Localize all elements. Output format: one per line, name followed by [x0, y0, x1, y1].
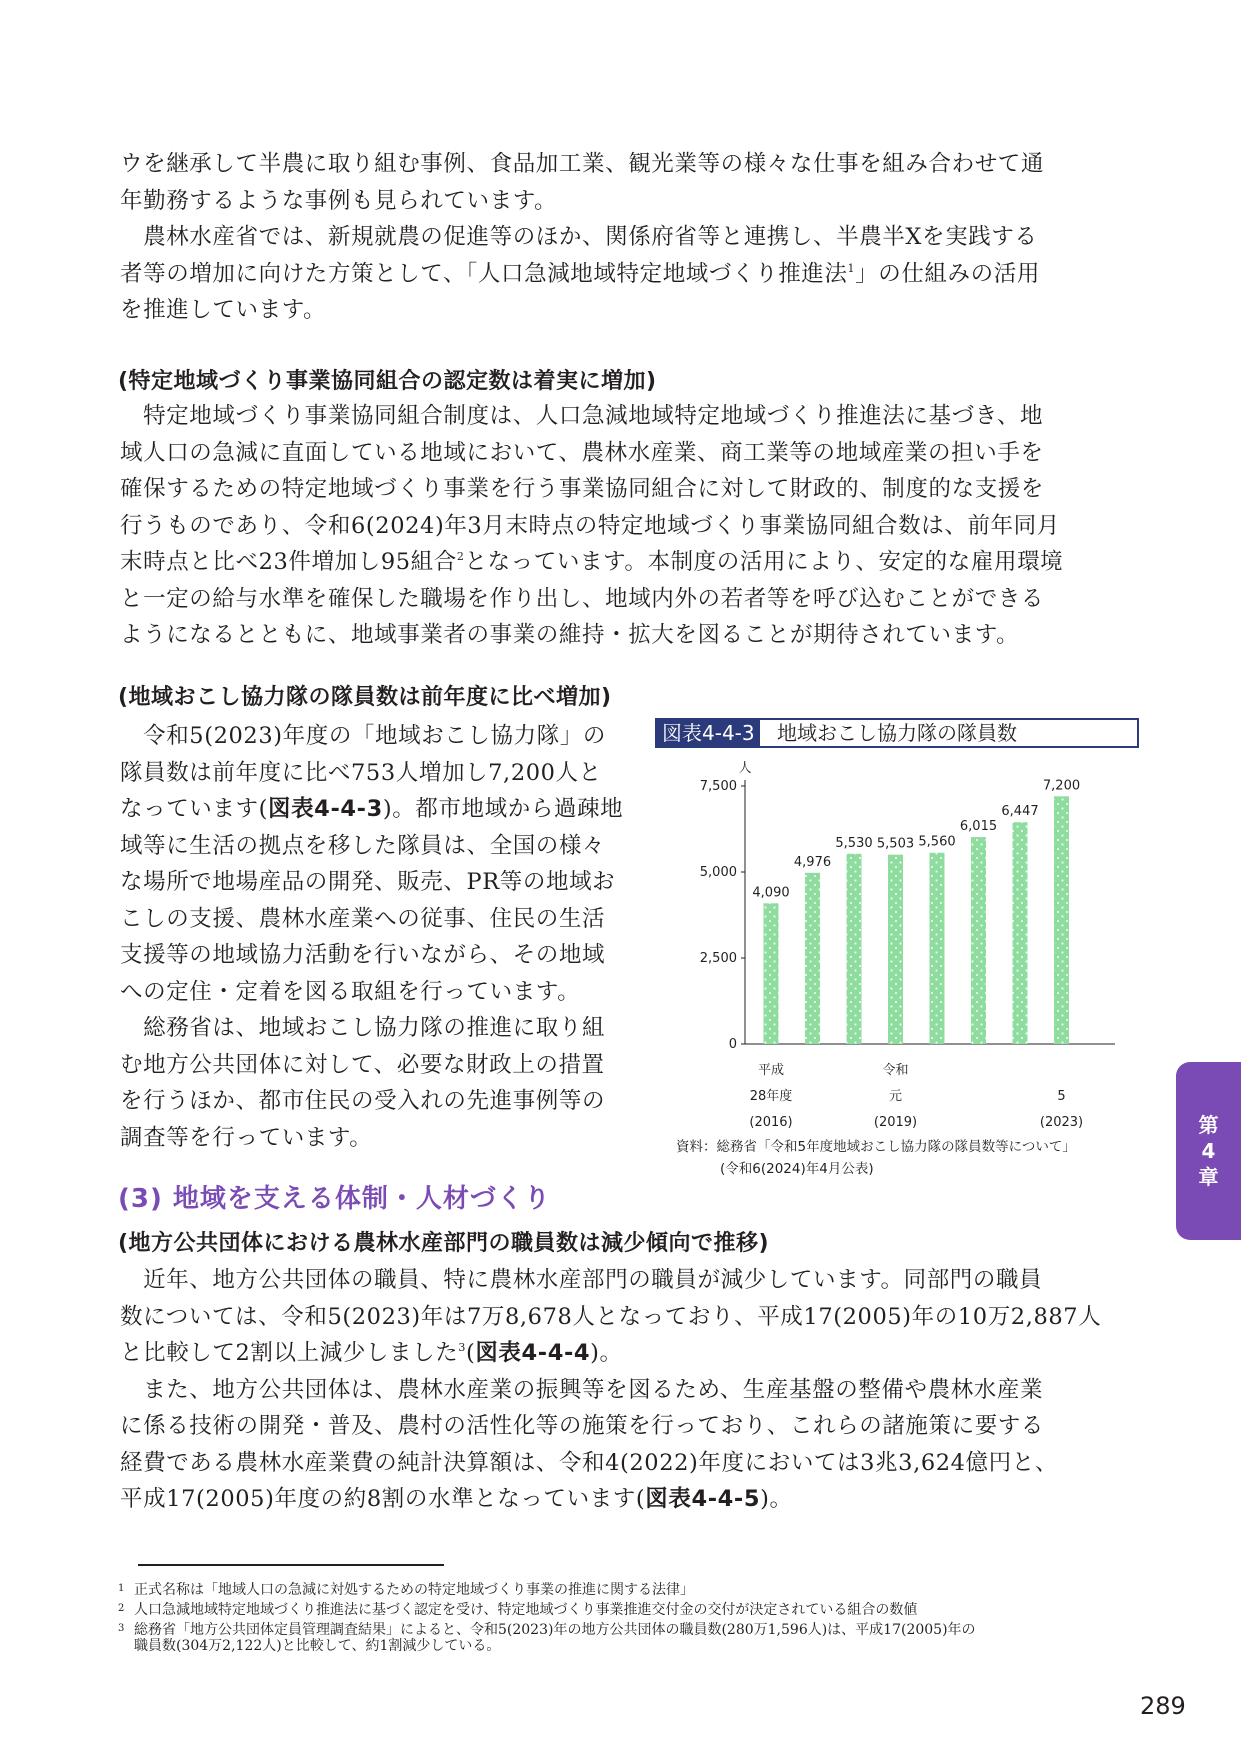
text-line: む地方公共団体に対して、必要な財政上の措置	[120, 1051, 605, 1078]
text-line: 行うものであり、令和6(2024)年3月末時点の特定地域づくり事業協同組合数は、前年同月	[120, 512, 1060, 539]
text-segment: 平成17(2005)年度の約8割の水準となっています(	[120, 1486, 646, 1512]
x-tick-label: (2016)	[749, 1115, 793, 1130]
data-label: 5,530	[835, 835, 873, 851]
section2-paragraph	[120, 718, 640, 1156]
footnote-text: 職員数(304万2,122人)と比較して、約1割減少している。	[134, 1638, 501, 1654]
figure-reference-link[interactable]: 図表4-4-4	[475, 1340, 591, 1366]
x-tick-label: 令和	[882, 1063, 909, 1078]
text-line: 支援等の地域協力活動を行いながら、その地域	[120, 942, 606, 968]
text-line: と一定の給与水準を確保した職場を作り出し、地域内外の若者等を呼び込むことができる	[120, 585, 1045, 612]
text-line: ようになるとともに、地域事業者の事業の維持・拡大を図ることが期待されています。	[120, 622, 1020, 648]
footnote-number: 1	[118, 1583, 125, 1594]
text-segment: (	[465, 1340, 476, 1366]
text-line: 年勤務するような事例も見られています。	[120, 187, 558, 214]
text-line: 近年、地方公共団体の職員、特に農林水産部門の職員が減少しています。同部門の職員	[120, 1267, 1043, 1293]
y-tick-label: 2,500	[699, 951, 737, 966]
text-line: 調査等を行っています。	[120, 1124, 373, 1151]
chapter-tab-label: 章	[1198, 1165, 1219, 1189]
text-line: への定住・定着を図る取組を行っています。	[120, 978, 581, 1005]
text-line: 域等に生活の拠点を移した隊員は、全国の様々	[120, 832, 606, 859]
footnote-marker: 2	[456, 550, 465, 563]
text-line: 総務省は、地域おこし協力隊の推進に取り組	[120, 1015, 606, 1041]
text-line	[120, 544, 1105, 581]
text-line: 農林水産省では、新規就農の促進等のほか、関係府省等と連携し、半農半Xを実践する	[120, 224, 1038, 250]
chart-figure-tag: 図表4-4-3	[657, 720, 760, 746]
data-label: 4,090	[752, 885, 790, 901]
bar	[888, 855, 903, 1044]
data-label: 6,447	[1001, 804, 1039, 820]
footnote-text: 正式名称は「地域人口の急減に対処するための特定地域づくり事業の推進に関する法律」	[134, 1582, 694, 1598]
text-line	[120, 791, 640, 828]
bar	[1013, 822, 1028, 1044]
footnote	[118, 1580, 694, 1599]
text-line: を行うほか、都市住民の受入れの先進事例等の	[120, 1088, 606, 1114]
x-tick-label: 28年度	[749, 1089, 793, 1104]
bar	[847, 854, 862, 1044]
footnote-text: 人口急減地域特定地域づくり推進法に基づく認定を受け、特定地域づくり事業推進交付金の交付が決定されている組合の数値	[134, 1602, 918, 1618]
bar	[971, 837, 986, 1044]
footnote-marker: 3	[458, 1341, 466, 1354]
section-heading: (地域おこし協力隊の隊員数は前年度に比べ増加)	[118, 685, 612, 710]
data-label: 6,015	[959, 819, 998, 835]
intro-paragraph	[120, 146, 1105, 329]
text-line: を推進しています。	[120, 297, 327, 323]
bar	[1054, 796, 1069, 1044]
section-heading: (地方公共団体における農林水産部門の職員数は減少傾向で推移)	[118, 1231, 770, 1256]
footnote-divider	[138, 1564, 444, 1566]
footnote	[118, 1638, 500, 1655]
footnote-text: 総務省「地方公共団体定員管理調査結果」によると、令和5(2023)年の地方公共団体の職員数(280万1,596人)は、平成17(2005)年の	[134, 1622, 976, 1638]
text-segment: なっています(	[120, 796, 268, 822]
footnote-number: 3	[118, 1623, 125, 1634]
figure-reference-link[interactable]: 図表4-4-5	[645, 1486, 761, 1512]
chapter-tab[interactable]	[1176, 1062, 1241, 1240]
footnote	[118, 1620, 976, 1639]
text-line: また、地方公共団体は、農林水産業の振興等を図るため、生産基盤の整備や農林水産業	[120, 1376, 1044, 1403]
y-tick-label: 7,500	[699, 779, 737, 794]
footnote	[118, 1600, 917, 1619]
x-tick-label: 平成	[757, 1063, 785, 1078]
text-line	[120, 1481, 1105, 1518]
text-segment: と比較して2割以上減少しました	[120, 1340, 459, 1366]
text-line	[120, 256, 1105, 293]
text-line: 隊員数は前年度に比べ753人増加し7,200人と	[120, 759, 602, 786]
text-line: 経費である農林水産業費の純計決算額は、令和4(2022)年度においては3兆3,624億円と、	[120, 1449, 1058, 1476]
chapter-tab-number: 4	[1201, 1139, 1216, 1163]
chart-title: 地域おこし協力隊の隊員数	[777, 721, 1017, 745]
data-label: 5,560	[918, 834, 956, 850]
text-segment: )。都市地域から過疎地	[382, 796, 624, 822]
text-segment: )。	[590, 1340, 623, 1366]
text-line: 確保するための特定地域づくり事業を行う事業協同組合に対して財政的、制度的な支援を	[120, 476, 1045, 502]
data-label: 7,200	[1042, 778, 1081, 794]
y-axis-unit-label: 人	[738, 761, 752, 776]
data-label: 5,503	[876, 836, 915, 852]
text-segment: となっています。本制度の活用により、安定的な雇用環境	[464, 549, 1064, 575]
text-segment: 末時点と比べ23件増加し95組合	[120, 549, 457, 575]
text-segment: )。	[760, 1486, 793, 1512]
x-tick-label: (2023)	[1039, 1115, 1084, 1130]
section1-paragraph	[120, 398, 1105, 654]
text-line: な場所で地場産品の開発、販売、PR等の地域お	[120, 869, 616, 895]
data-label: 4,976	[793, 854, 832, 870]
bar	[764, 903, 779, 1044]
figure-reference-link[interactable]: 図表4-4-3	[267, 796, 383, 822]
section-title: (3) 地域を支える体制・人材づくり	[118, 1184, 551, 1214]
bar	[805, 873, 820, 1044]
y-tick-label: 5,000	[699, 865, 737, 880]
x-tick-label: 5	[1057, 1089, 1066, 1104]
text-line: こしの支援、農林水産業への従事、住民の生活	[120, 905, 606, 932]
footnote-marker: 1	[847, 261, 856, 275]
text-line	[120, 1335, 1105, 1372]
text-line: ウを継承して半農に取り組む事例、食品加工業、観光業等の様々な仕事を組み合わせて通	[120, 151, 1045, 177]
text-line: 特定地域づくり事業協同組合制度は、人口急減地域特定地域づくり推進法に基づき、地	[120, 403, 1044, 429]
page-number: 289	[1140, 1692, 1186, 1720]
section-heading: (特定地域づくり事業協同組合の認定数は着実に増加)	[118, 369, 657, 394]
text-segment: 者等の増加に向けた方策として、「人口急減地域特定地域づくり推進法	[120, 260, 848, 287]
bar	[930, 853, 945, 1044]
x-tick-label: 元	[888, 1089, 903, 1104]
chapter-tab-label: 第	[1198, 1113, 1219, 1137]
section3-paragraph	[120, 1262, 1105, 1518]
footnote-number: 2	[118, 1603, 125, 1614]
text-line: 域人口の急減に直面している地域において、農林水産業、商工業等の地域産業の担い手を	[120, 439, 1044, 466]
text-line: 令和5(2023)年度の「地域おこし協力隊」の	[120, 723, 607, 749]
y-tick-label: 0	[728, 1037, 737, 1052]
text-line: 数については、令和5(2023)年は7万8,678人となっており、平成17(2005)年の10万2,887人	[120, 1303, 1102, 1330]
chart-title-box	[655, 718, 1139, 748]
x-tick-label: (2019)	[873, 1115, 918, 1130]
chart-source-date: (令和6(2024)年4月公表)	[720, 1161, 874, 1177]
text-segment: 」の仕組みの活用	[855, 260, 1040, 287]
text-line: に係る技術の開発・普及、農村の活性化等の施策を行っており、これらの諸施策に要する	[120, 1413, 1045, 1439]
bar-chart	[655, 752, 1135, 1130]
chart-source: 資料：総務省「令和5年度地域おこし協力隊の隊員数等について」	[676, 1139, 1076, 1155]
